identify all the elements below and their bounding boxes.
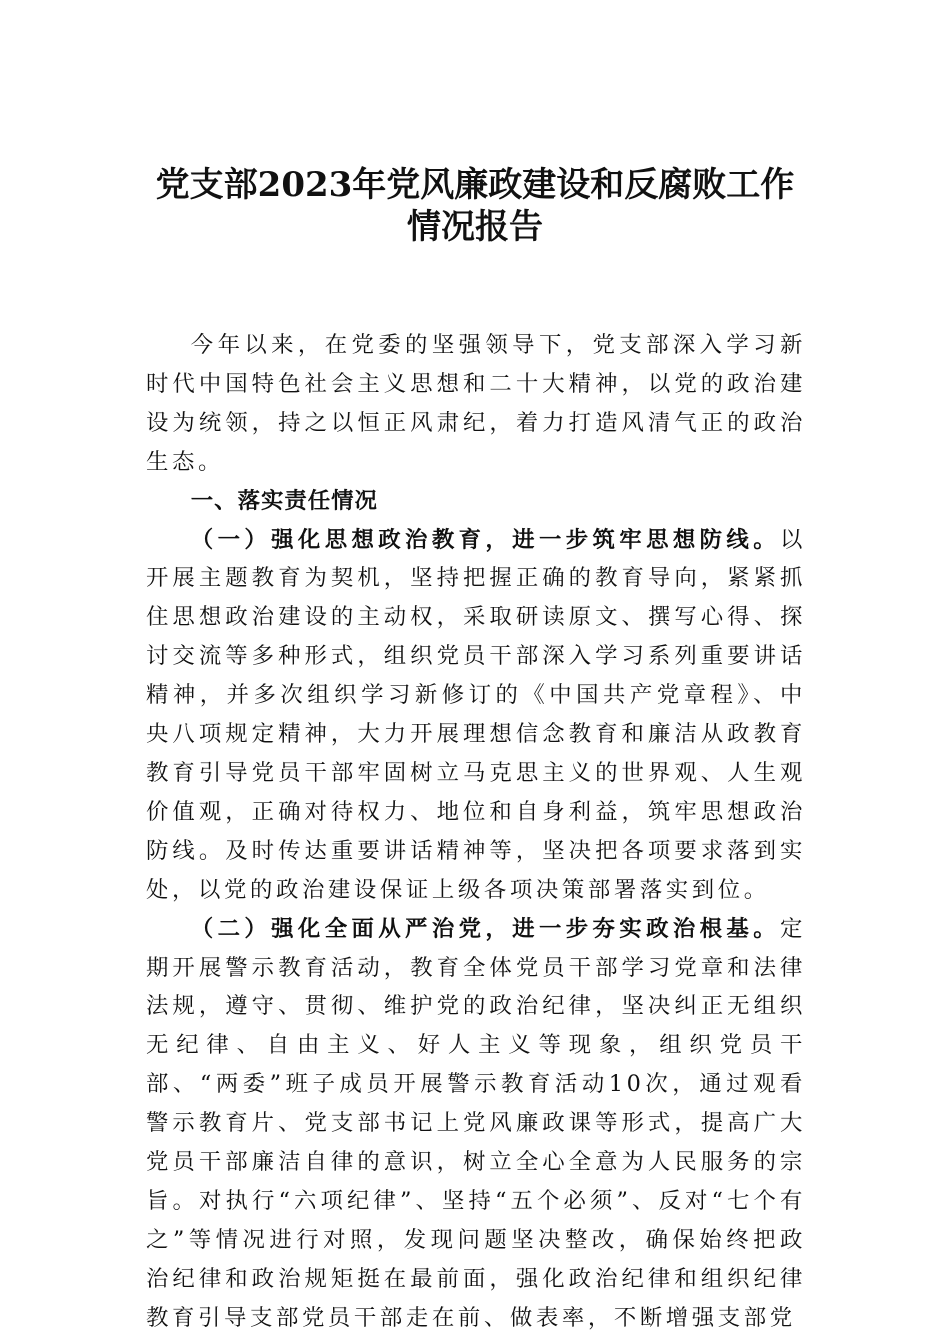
- paragraph-item-2-lead: （二）强化全面从严治党，进一步夯实政治根基。: [190, 915, 780, 942]
- paragraph-item-1: [146, 521, 806, 910]
- section-heading-1: 一、落实责任情况: [190, 487, 378, 514]
- document-title-line-1: 党支部2023年党风廉政建设和反腐败工作: [155, 165, 795, 205]
- document-body: [146, 326, 806, 1338]
- paragraph-item-2-text: 定期开展警示教育活动，教育全体党员干部学习党章和法律法规，遵守、贯彻、维护党的政治纪律，坚决纠正无组织无纪律、自由主义、好人主义等现象，组织党员干部、“两委”班子成员开展警示教育活动10次，通过观看警示教育片、党支部书记上党风廉政课等形式，提高广大党员干部廉洁自律的意识，树立全心全意为人民服务的宗旨。对执行“六项纪律”、坚持“五个必须”、反对“七个有之”等情况进行对照，发现问题坚决整改，确保始终把政治纪律和政治规矩挺在最前面，强化政治纪律和组织纪律教育引导支部党员干部走在前、做表率，不断增强支部党: [146, 915, 806, 1331]
- intro-paragraph: 今年以来，在党委的坚强领导下，党支部深入学习新时代中国特色社会主义思想和二十大精神，以党的政治建设为统领，持之以恒正风肃纪，着力打造风清气正的政治生态。: [146, 332, 806, 475]
- paragraph-item-1-lead: （一）强化思想政治教育，进一步筑牢思想防线。: [190, 526, 780, 553]
- paragraph-item-1-text: 以开展主题教育为契机，坚持把握正确的教育导向，紧紧抓住思想政治建设的主动权，采取研读原文、撰写心得、探讨交流等多种形式，组织党员干部深入学习系列重要讲话精神，并多次组织学习新修订的《中国共产党章程》、中央八项规定精神，大力开展理想信念教育和廉洁从政教育教育引导党员干部牢固树立马克思主义的世界观、人生观价值观，正确对待权力、地位和自身利益，筑牢思想政治防线。及时传达重要讲话精神等，坚决把各项要求落到实处，以党的政治建设保证上级各项决策部署落实到位。: [146, 526, 806, 903]
- document-title-line-2: 情况报告: [407, 207, 543, 247]
- paragraph-item-2: [146, 910, 806, 1338]
